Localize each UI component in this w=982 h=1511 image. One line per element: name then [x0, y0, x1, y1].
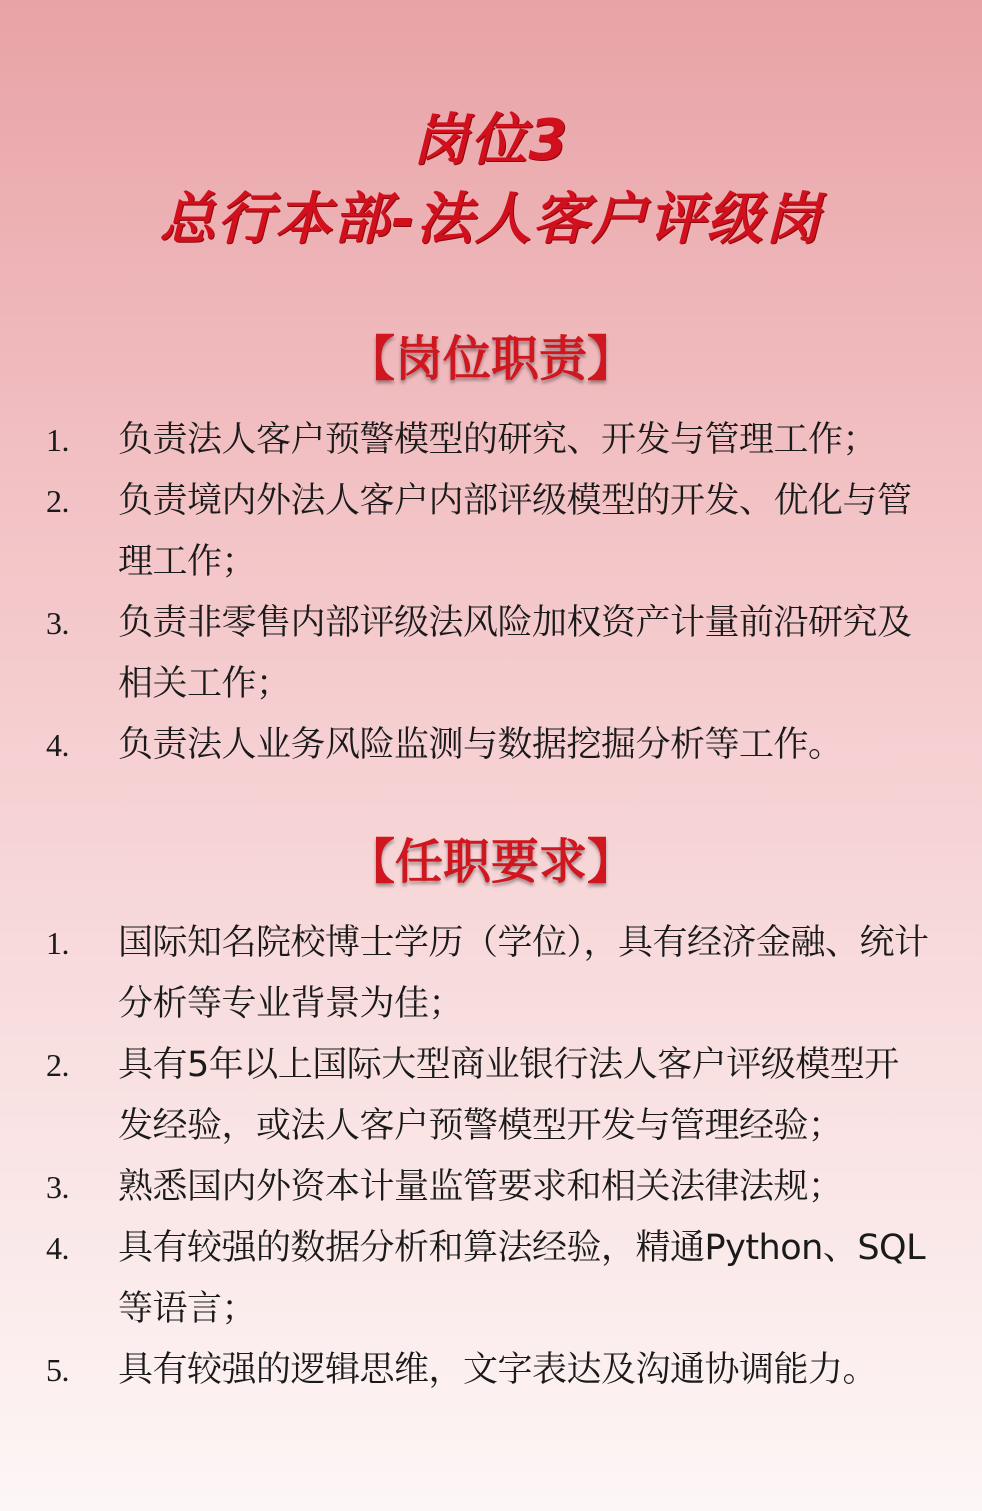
requirement-text: 具有较强的逻辑思维，文字表达及沟通协调能力。 [118, 1350, 878, 1390]
duty-number: 3. [46, 605, 69, 641]
requirement-number: 1. [46, 925, 69, 961]
requirement-item [0, 1218, 982, 1340]
requirement-number: 3. [46, 1169, 69, 1205]
duty-item [0, 715, 982, 776]
requirements-heading: 【任职要求】 [346, 834, 635, 890]
duty-text: 负责法人业务风险监测与数据挖掘分析等工作。 [118, 725, 843, 765]
duty-item [0, 471, 982, 593]
requirement-text: 具有5年以上国际大型商业银行法人客户评级模型开发经验，或法人客户预警模型开发与管理经验； [118, 1045, 899, 1146]
requirement-number: 4. [46, 1230, 69, 1266]
position-name-title: 总行本部-法人客户评级岗 [159, 187, 823, 252]
duty-number: 2. [46, 483, 69, 519]
requirement-item [0, 1340, 982, 1401]
duties-heading: 【岗位职责】 [346, 331, 635, 387]
position-number-title: 岗位3 [412, 108, 570, 173]
requirement-item [0, 1035, 982, 1157]
requirement-text: 具有较强的数据分析和算法经验，精通Python、SQL等语言； [118, 1228, 926, 1329]
requirement-text: 国际知名院校博士学历（学位），具有经济金融、统计分析等专业背景为佳； [118, 923, 929, 1024]
duties-list [0, 410, 982, 776]
requirement-number: 5. [46, 1352, 69, 1388]
duty-text: 负责非零售内部评级法风险加权资产计量前沿研究及相关工作； [118, 603, 912, 704]
duty-item [0, 410, 982, 471]
requirement-number: 2. [46, 1047, 69, 1083]
requirement-item [0, 1157, 982, 1218]
duty-text: 负责境内外法人客户内部评级模型的开发、优化与管理工作； [118, 481, 912, 582]
requirements-list [0, 913, 982, 1401]
duty-text: 负责法人客户预警模型的研究、开发与管理工作； [118, 420, 878, 460]
requirement-item [0, 913, 982, 1035]
duty-number: 4. [46, 727, 69, 763]
requirement-text: 熟悉国内外资本计量监管要求和相关法律法规； [118, 1167, 843, 1207]
duty-number: 1. [46, 422, 69, 458]
duty-item [0, 593, 982, 715]
